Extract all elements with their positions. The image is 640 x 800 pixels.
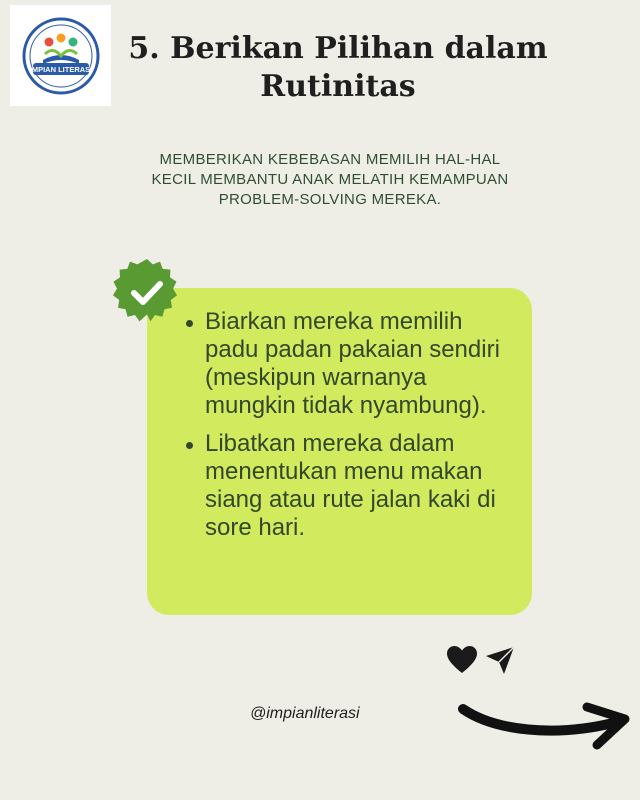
page-title: [116, 30, 560, 106]
page-title-line2: Rutinitas: [260, 69, 416, 104]
list-item: Libatkan mereka dalam menentukan menu makan siang atau rute jalan kaki di sore hari.: [180, 430, 520, 542]
logo-emblem: [21, 16, 101, 96]
social-handle: @impianliterasi: [250, 705, 360, 722]
heart-icon[interactable]: [446, 645, 478, 675]
send-icon[interactable]: [484, 645, 516, 675]
arrow-right-icon[interactable]: [455, 695, 635, 765]
logo-text: IMPIAN LITERASI: [29, 64, 92, 74]
logo: [10, 5, 111, 106]
subtitle: MEMBERIKAN KEBEBASAN MEMILIH HAL-HAL KECIL MEMBANTU ANAK MELATIH KEMAMPUAN PROBLEM-SOLVING MEREKA.: [151, 151, 509, 208]
check-badge-icon: [113, 259, 181, 327]
list-item: Biarkan mereka memilih padu padan pakaian sendiri (meskipun warnanya mungkin tidak nyambung).: [180, 308, 520, 420]
action-icons: [446, 645, 516, 675]
page-title-line1: 5. Berikan Pilihan dalam: [128, 31, 548, 66]
tips-list: [180, 308, 520, 552]
